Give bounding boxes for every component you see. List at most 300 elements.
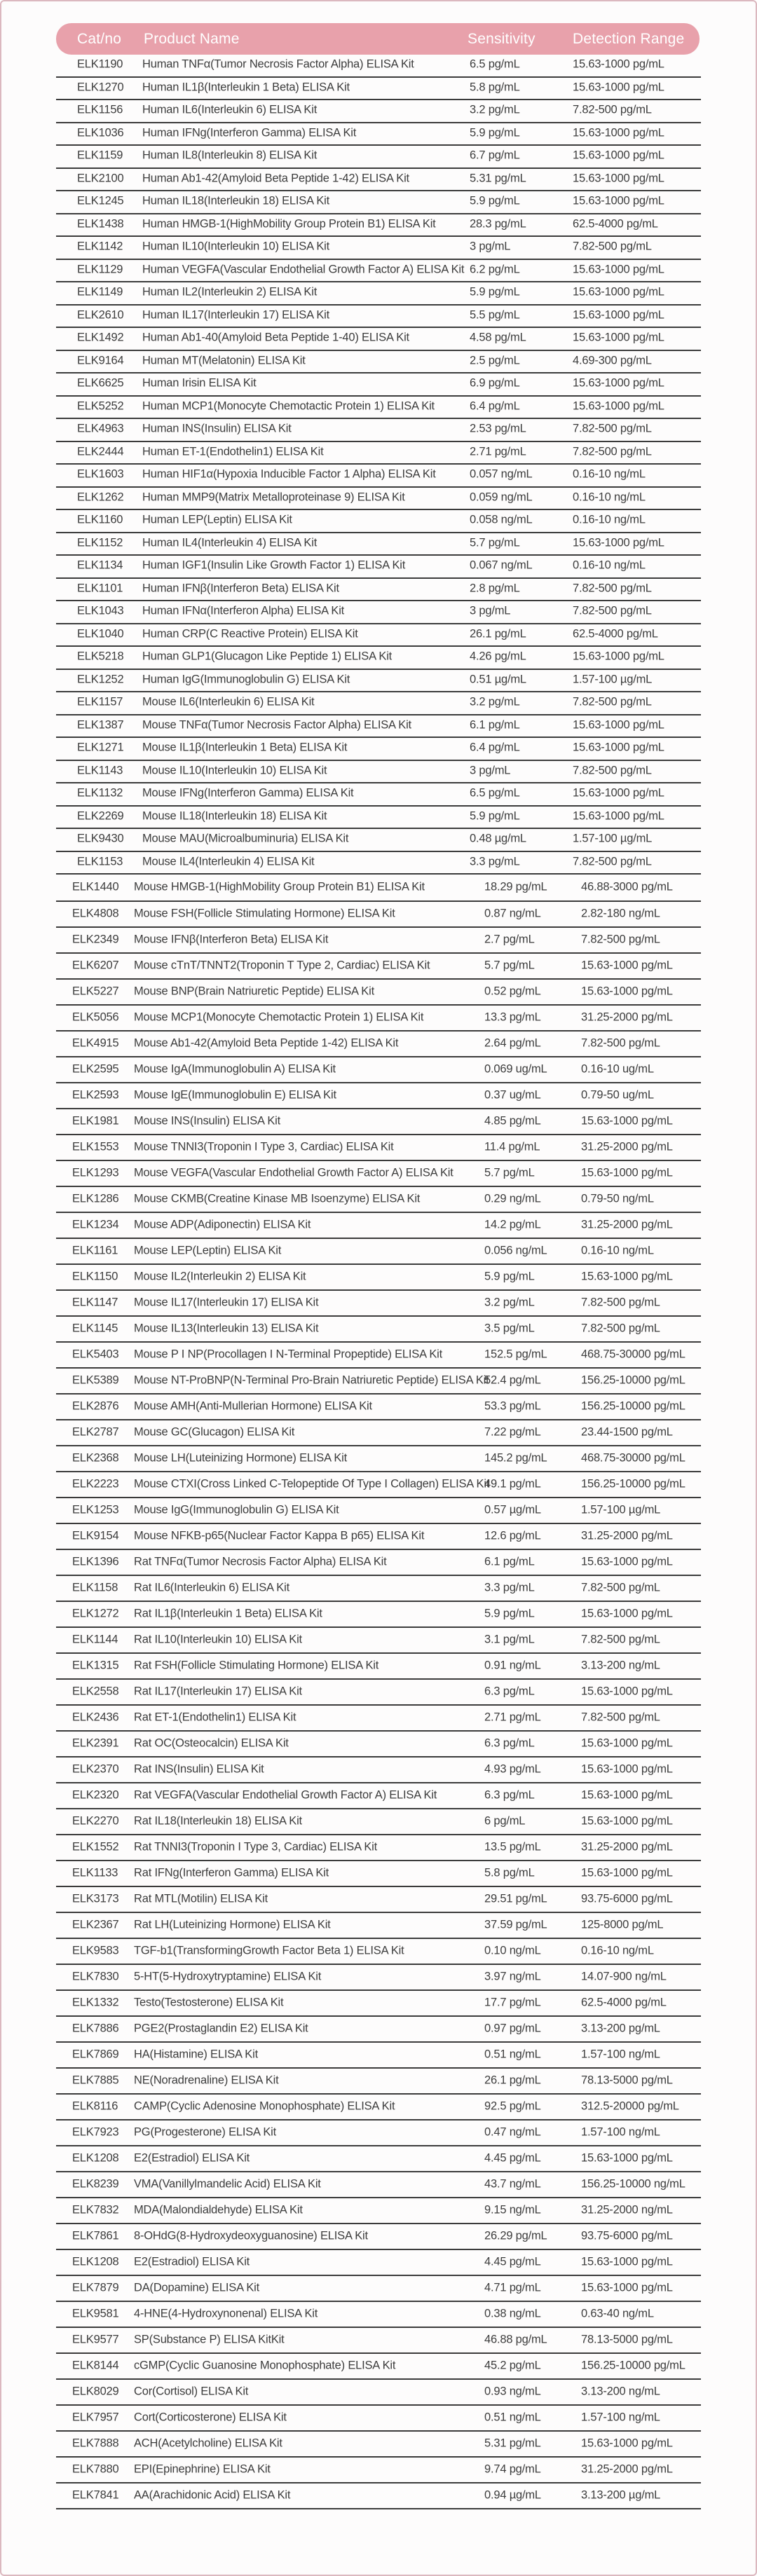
sensitivity-cell: 5.7 pg/mL bbox=[484, 1166, 535, 1179]
detection-range-cell: 15.63-1000 pg/mL bbox=[581, 1685, 673, 1697]
table-row bbox=[56, 1965, 701, 1991]
sensitivity-cell: 53.3 pg/mL bbox=[484, 1399, 541, 1412]
detection-range-cell: 62.5-4000 pg/mL bbox=[573, 217, 658, 231]
sensitivity-cell: 5.7 pg/mL bbox=[470, 536, 520, 549]
product-name-cell: Human IL2(Interleukin 2) ELISA Kit bbox=[142, 285, 318, 299]
detection-range-cell: 7.82-500 pg/mL bbox=[581, 1711, 660, 1723]
product-name-cell: Rat OC(Osteocalcin) ELISA Kit bbox=[134, 1736, 289, 1749]
detection-range-cell: 7.82-500 pg/mL bbox=[581, 1633, 660, 1645]
cat-no-cell: ELK9577 bbox=[72, 2333, 119, 2345]
table-row bbox=[56, 123, 701, 146]
cat-no-cell: ELK2370 bbox=[72, 1762, 119, 1775]
detection-range-cell: 15.63-1000 pg/mL bbox=[573, 809, 664, 823]
column-header-sensitivity: Sensitivity bbox=[468, 30, 536, 47]
cat-no-cell: ELK2558 bbox=[72, 1685, 119, 1697]
cat-no-cell: ELK1438 bbox=[77, 217, 124, 231]
detection-range-cell: 78.13-5000 pg/mL bbox=[581, 2074, 673, 2086]
product-name-cell: Mouse IL6(Interleukin 6) ELISA Kit bbox=[142, 695, 315, 708]
cat-no-cell: ELK2367 bbox=[72, 1918, 119, 1931]
detection-range-cell: 1.57-100 µg/mL bbox=[573, 832, 653, 845]
table-row bbox=[56, 191, 701, 214]
sensitivity-cell: 2.7 pg/mL bbox=[484, 933, 535, 945]
sensitivity-cell: 49.1 pg/mL bbox=[484, 1477, 541, 1490]
sensitivity-cell: 5.9 pg/mL bbox=[484, 1607, 535, 1619]
product-name-cell: Human IFNβ(Interferon Beta) ELISA Kit bbox=[142, 582, 339, 595]
detection-range-cell: 15.63-1000 pg/mL bbox=[573, 285, 664, 299]
table-row bbox=[56, 2095, 701, 2121]
detection-range-cell: 14.07-900 ng/mL bbox=[581, 1970, 667, 1982]
sensitivity-cell: 0.38 ng/mL bbox=[484, 2307, 541, 2320]
product-name-cell: Mouse NT-ProBNP(N-Terminal Pro-Brain Natriuretic Peptide) ELISA Kit bbox=[134, 1373, 489, 1386]
sensitivity-cell: 152.5 pg/mL bbox=[484, 1348, 547, 1360]
table-section-human bbox=[56, 55, 701, 875]
sensitivity-cell: 4.45 pg/mL bbox=[484, 2255, 541, 2268]
cat-no-cell: ELK1043 bbox=[77, 604, 124, 617]
table-row bbox=[56, 738, 701, 761]
detection-range-cell: 31.25-2000 pg/mL bbox=[581, 2462, 673, 2475]
product-name-cell: Human VEGFA(Vascular Endothelial Growth Factor A) ELISA Kit bbox=[142, 263, 465, 276]
sensitivity-cell: 3 pg/mL bbox=[470, 604, 511, 617]
sensitivity-cell: 0.058 ng/mL bbox=[470, 513, 533, 526]
cat-no-cell: ELK1396 bbox=[72, 1555, 119, 1568]
detection-range-cell: 31.25-2000 ng/mL bbox=[581, 2203, 673, 2216]
cat-no-cell: ELK7923 bbox=[72, 2125, 119, 2138]
cat-no-cell: ELK8029 bbox=[72, 2385, 119, 2397]
detection-range-cell: 7.82-500 pg/mL bbox=[573, 604, 652, 617]
cat-no-cell: ELK1132 bbox=[77, 786, 123, 800]
cat-no-cell: ELK2444 bbox=[77, 445, 124, 458]
table-row bbox=[56, 1861, 701, 1887]
product-name-cell: Human IL8(Interleukin 8) ELISA Kit bbox=[142, 149, 318, 162]
cat-no-cell: ELK1270 bbox=[77, 81, 124, 94]
sensitivity-cell: 5.9 pg/mL bbox=[470, 126, 520, 139]
table-row bbox=[56, 306, 701, 329]
detection-range-cell: 93.75-6000 pg/mL bbox=[581, 1892, 673, 1905]
sensitivity-cell: 3.3 pg/mL bbox=[470, 855, 520, 868]
cat-no-cell: ELK4808 bbox=[72, 907, 119, 919]
product-name-cell: PGE2(Prostaglandin E2) ELISA Kit bbox=[134, 2022, 308, 2034]
table-row bbox=[56, 2354, 701, 2380]
detection-range-cell: 23.44-1500 pg/mL bbox=[581, 1425, 673, 1438]
sensitivity-cell: 2.5 pg/mL bbox=[470, 354, 520, 367]
detection-range-cell: 156.25-10000 pg/mL bbox=[581, 1399, 686, 1412]
sensitivity-cell: 0.10 ng/mL bbox=[484, 1944, 541, 1957]
table-row bbox=[56, 715, 701, 739]
product-name-cell: Mouse FSH(Follicle Stimulating Hormone) ELISA Kit bbox=[134, 907, 395, 919]
sensitivity-cell: 28.3 pg/mL bbox=[470, 217, 526, 231]
product-name-cell: Human IGF1(Insulin Like Growth Factor 1) ELISA Kit bbox=[142, 559, 406, 572]
sensitivity-cell: 0.51 ng/mL bbox=[484, 2411, 541, 2423]
product-name-cell: Human IL18(Interleukin 18) ELISA Kit bbox=[142, 194, 330, 207]
table-row bbox=[56, 1187, 701, 1213]
sensitivity-cell: 0.57 µg/mL bbox=[484, 1503, 541, 1516]
table-row bbox=[56, 852, 701, 875]
detection-range-cell: 31.25-2000 pg/mL bbox=[581, 1840, 673, 1853]
detection-range-cell: 62.5-4000 pg/mL bbox=[581, 1996, 667, 2008]
cat-no-cell: ELK1144 bbox=[72, 1633, 118, 1645]
table-row bbox=[56, 980, 701, 1006]
product-name-cell: Mouse P I NP(Procollagen I N-Terminal Propeptide) ELISA Kit bbox=[134, 1348, 443, 1360]
detection-range-cell: 7.82-500 pg/mL bbox=[573, 422, 652, 435]
table-row bbox=[56, 1550, 701, 1576]
table-row bbox=[56, 2483, 701, 2509]
table-row bbox=[56, 2017, 701, 2043]
sensitivity-cell: 5.7 pg/mL bbox=[484, 959, 535, 971]
product-name-cell: cGMP(Cyclic Guanosine Monophosphate) ELISA Kit bbox=[134, 2359, 396, 2371]
sensitivity-cell: 0.29 ng/mL bbox=[484, 1192, 541, 1205]
sensitivity-cell: 4.85 pg/mL bbox=[484, 1114, 541, 1127]
detection-range-cell: 7.82-500 pg/mL bbox=[573, 445, 652, 458]
product-name-cell: Mouse IL1β(Interleukin 1 Beta) ELISA Kit bbox=[142, 741, 348, 754]
detection-range-cell: 15.63-1000 pg/mL bbox=[573, 57, 664, 71]
cat-no-cell: ELK1492 bbox=[77, 331, 124, 344]
sensitivity-cell: 45.2 pg/mL bbox=[484, 2359, 541, 2371]
detection-range-cell: 7.82-500 pg/mL bbox=[573, 103, 652, 116]
sensitivity-cell: 6.4 pg/mL bbox=[470, 741, 520, 754]
sensitivity-cell: 12.6 pg/mL bbox=[484, 1529, 541, 1542]
detection-range-cell: 15.63-1000 pg/mL bbox=[581, 1788, 673, 1801]
product-name-cell: Mouse cTnT/TNNT2(Troponin T Type 2, Cardiac) ELISA Kit bbox=[134, 959, 430, 971]
table-row bbox=[56, 78, 701, 101]
detection-range-cell: 0.79-50 ng/mL bbox=[581, 1192, 654, 1205]
product-name-cell: Mouse HMGB-1(HighMobility Group Protein B1) ELISA Kit bbox=[134, 880, 425, 893]
detection-range-cell: 15.63-1000 pg/mL bbox=[573, 81, 664, 94]
product-name-cell: AA(Arachidonic Acid) ELISA Kit bbox=[134, 2488, 291, 2501]
detection-range-cell: 15.63-1000 pg/mL bbox=[573, 172, 664, 185]
sensitivity-cell: 0.069 ug/mL bbox=[484, 1062, 547, 1075]
product-name-cell: Human INS(Insulin) ELISA Kit bbox=[142, 422, 292, 435]
cat-no-cell: ELK6625 bbox=[77, 376, 124, 390]
detection-range-cell: 0.16-10 ng/mL bbox=[581, 1944, 654, 1957]
sensitivity-cell: 6.3 pg/mL bbox=[484, 1788, 535, 1801]
detection-range-cell: 15.63-1000 pg/mL bbox=[573, 786, 664, 800]
product-name-cell: Human CRP(C Reactive Protein) ELISA Kit bbox=[142, 627, 358, 640]
table-row bbox=[56, 442, 701, 465]
detection-range-cell: 7.82-500 pg/mL bbox=[581, 1322, 660, 1334]
detection-range-cell: 15.63-1000 pg/mL bbox=[573, 126, 664, 139]
table-row bbox=[56, 2458, 701, 2483]
table-row bbox=[56, 1809, 701, 1835]
sensitivity-cell: 0.067 ng/mL bbox=[470, 559, 533, 572]
detection-range-cell: 93.75-6000 pg/mL bbox=[581, 2229, 673, 2242]
product-name-cell: Mouse TNFα(Tumor Necrosis Factor Alpha) ELISA Kit bbox=[142, 718, 411, 732]
product-name-cell: Rat ET-1(Endothelin1) ELISA Kit bbox=[134, 1711, 296, 1723]
table-row bbox=[56, 1602, 701, 1628]
detection-range-cell: 0.16-10 ug/mL bbox=[581, 1062, 654, 1075]
product-name-cell: NE(Noradrenaline) ELISA Kit bbox=[134, 2074, 279, 2086]
product-name-cell: Human IgG(Immunoglobulin G) ELISA Kit bbox=[142, 673, 350, 686]
sensitivity-cell: 3.97 ng/mL bbox=[484, 1970, 541, 1982]
table-row bbox=[56, 1991, 701, 2017]
detection-range-cell: 156.25-10000 pg/mL bbox=[581, 1373, 686, 1386]
table-row bbox=[56, 2302, 701, 2328]
cat-no-cell: ELK9581 bbox=[72, 2307, 119, 2320]
table-row bbox=[56, 875, 701, 902]
table-row bbox=[56, 1576, 701, 1602]
cat-no-cell: ELK5252 bbox=[77, 399, 124, 413]
table-row bbox=[56, 1654, 701, 1680]
detection-range-cell: 31.25-2000 pg/mL bbox=[581, 1140, 673, 1153]
detection-range-cell: 15.63-1000 pg/mL bbox=[581, 985, 673, 997]
cat-no-cell: ELK7869 bbox=[72, 2048, 119, 2060]
cat-no-cell: ELK1190 bbox=[77, 57, 123, 71]
product-name-cell: E2(Estradiol) ELISA Kit bbox=[134, 2151, 250, 2164]
detection-range-cell: 15.63-1000 pg/mL bbox=[573, 718, 664, 732]
table-row bbox=[56, 624, 701, 648]
product-name-cell: Human IL4(Interleukin 4) ELISA Kit bbox=[142, 536, 318, 549]
sensitivity-cell: 43.7 ng/mL bbox=[484, 2177, 541, 2190]
product-name-cell: E2(Estradiol) ELISA Kit bbox=[134, 2255, 250, 2268]
table-row bbox=[56, 510, 701, 533]
table-row bbox=[56, 1057, 701, 1083]
product-name-cell: Rat IL17(Interleukin 17) ELISA Kit bbox=[134, 1685, 302, 1697]
detection-range-cell: 62.5-4000 pg/mL bbox=[573, 627, 658, 640]
table-row bbox=[56, 146, 701, 169]
table-row bbox=[56, 1420, 701, 1446]
sensitivity-cell: 26.1 pg/mL bbox=[470, 627, 526, 640]
column-header-product-name: Product Name bbox=[144, 30, 240, 47]
cat-no-cell: ELK2391 bbox=[72, 1736, 119, 1749]
product-name-cell: 5-HT(5-Hydroxytryptamine) ELISA Kit bbox=[134, 1970, 322, 1982]
sensitivity-cell: 6.7 pg/mL bbox=[470, 149, 520, 162]
cat-no-cell: ELK2270 bbox=[72, 1814, 119, 1827]
product-name-cell: Mouse IFNβ(Interferon Beta) ELISA Kit bbox=[134, 933, 329, 945]
detection-range-cell: 15.63-1000 pg/mL bbox=[581, 2437, 673, 2449]
table-row bbox=[56, 1291, 701, 1317]
detection-range-cell: 1.57-100 µg/mL bbox=[573, 673, 653, 686]
product-name-cell: Mouse IL4(Interleukin 4) ELISA Kit bbox=[142, 855, 315, 868]
product-name-cell: Human IL1β(Interleukin 1 Beta) ELISA Kit bbox=[142, 81, 350, 94]
sensitivity-cell: 145.2 pg/mL bbox=[484, 1451, 547, 1464]
product-name-cell: Human MCP1(Monocyte Chemotactic Protein 1) ELISA Kit bbox=[142, 399, 435, 413]
sensitivity-cell: 92.5 pg/mL bbox=[484, 2099, 541, 2112]
detection-range-cell: 31.25-2000 pg/mL bbox=[581, 1010, 673, 1023]
table-row bbox=[56, 2276, 701, 2302]
detection-range-cell: 15.63-1000 pg/mL bbox=[573, 331, 664, 344]
table-row bbox=[56, 1706, 701, 1732]
cat-no-cell: ELK1440 bbox=[72, 880, 119, 893]
product-name-cell: Human IL17(Interleukin 17) ELISA Kit bbox=[142, 308, 330, 322]
detection-range-cell: 0.63-40 ng/mL bbox=[581, 2307, 654, 2320]
product-name-cell: Mouse CTXI(Cross Linked C-Telopeptide Of Type I Collagen) ELISA Kit bbox=[134, 1477, 490, 1490]
cat-no-cell: ELK1153 bbox=[77, 855, 123, 868]
cat-no-cell: ELK1040 bbox=[77, 627, 124, 640]
column-header-detection-range: Detection Range bbox=[573, 30, 685, 47]
table-row bbox=[56, 1213, 701, 1239]
product-name-cell: Mouse IL17(Interleukin 17) ELISA Kit bbox=[134, 1296, 319, 1308]
table-row bbox=[56, 1680, 701, 1706]
table-row bbox=[56, 1939, 701, 1965]
detection-range-cell: 4.69-300 pg/mL bbox=[573, 354, 652, 367]
sensitivity-cell: 2.8 pg/mL bbox=[470, 582, 520, 595]
sensitivity-cell: 0.97 pg/mL bbox=[484, 2022, 541, 2034]
product-name-cell: Human IFNα(Interferon Alpha) ELISA Kit bbox=[142, 604, 345, 617]
table-row bbox=[56, 1783, 701, 1809]
table-row bbox=[56, 954, 701, 980]
product-name-cell: 8-OHdG(8-Hydroxydeoxyguanosine) ELISA Kit bbox=[134, 2229, 368, 2242]
detection-range-cell: 3.13-200 µg/mL bbox=[581, 2488, 661, 2501]
cat-no-cell: ELK1149 bbox=[77, 285, 123, 299]
detection-range-cell: 15.63-1000 pg/mL bbox=[573, 536, 664, 549]
detection-range-cell: 15.63-1000 pg/mL bbox=[573, 376, 664, 390]
product-name-cell: Rat FSH(Follicle Stimulating Hormone) ELISA Kit bbox=[134, 1659, 379, 1671]
table-row bbox=[56, 579, 701, 602]
product-name-cell: Mouse AMH(Anti-Mullerian Hormone) ELISA Kit bbox=[134, 1399, 372, 1412]
cat-no-cell: ELK5056 bbox=[72, 1010, 119, 1023]
product-name-cell: Human ET-1(Endothelin1) ELISA Kit bbox=[142, 445, 324, 458]
cat-no-cell: ELK2787 bbox=[72, 1425, 119, 1438]
detection-range-cell: 2.82-180 ng/mL bbox=[581, 907, 660, 919]
product-name-cell: Mouse IgG(Immunoglobulin G) ELISA Kit bbox=[134, 1503, 339, 1516]
cat-no-cell: ELK2100 bbox=[77, 172, 124, 185]
sensitivity-cell: 18.29 pg/mL bbox=[484, 880, 547, 893]
cat-no-cell: ELK1134 bbox=[77, 559, 123, 572]
sensitivity-cell: 4.26 pg/mL bbox=[470, 650, 526, 663]
sensitivity-cell: 3.5 pg/mL bbox=[484, 1322, 535, 1334]
table-row bbox=[56, 351, 701, 374]
cat-no-cell: ELK9164 bbox=[77, 354, 124, 367]
sensitivity-cell: 0.93 ng/mL bbox=[484, 2385, 541, 2397]
product-name-cell: Rat TNFα(Tumor Necrosis Factor Alpha) ELISA Kit bbox=[134, 1555, 387, 1568]
detection-range-cell: 15.63-1000 pg/mL bbox=[581, 1114, 673, 1127]
detection-range-cell: 15.63-1000 pg/mL bbox=[581, 2151, 673, 2164]
table-row bbox=[56, 260, 701, 283]
sensitivity-cell: 5.9 pg/mL bbox=[470, 194, 520, 207]
cat-no-cell: ELK1262 bbox=[77, 491, 124, 504]
product-name-cell: Mouse Ab1-42(Amyloid Beta Peptide 1-42) ELISA Kit bbox=[134, 1036, 399, 1049]
product-name-cell: Human IL6(Interleukin 6) ELISA Kit bbox=[142, 103, 318, 116]
product-name-cell: Human Irisin ELISA Kit bbox=[142, 376, 257, 390]
table-row bbox=[56, 1135, 701, 1161]
table-row bbox=[56, 1758, 701, 1783]
cat-no-cell: ELK1271 bbox=[77, 741, 124, 754]
column-header-cat-no: Cat/no bbox=[77, 30, 122, 47]
product-name-cell: Human IFNg(Interferon Gamma) ELISA Kit bbox=[142, 126, 357, 139]
product-name-cell: Mouse IgA(Immunoglobulin A) ELISA Kit bbox=[134, 1062, 336, 1075]
product-name-cell: Human Ab1-40(Amyloid Beta Peptide 1-40) ELISA Kit bbox=[142, 331, 409, 344]
cat-no-cell: ELK2223 bbox=[72, 1477, 119, 1490]
cat-no-cell: ELK1553 bbox=[72, 1140, 119, 1153]
sensitivity-cell: 0.056 ng/mL bbox=[484, 1244, 547, 1256]
cat-no-cell: ELK7841 bbox=[72, 2488, 119, 2501]
detection-range-cell: 15.63-1000 pg/mL bbox=[581, 1762, 673, 1775]
product-name-cell: Mouse IL10(Interleukin 10) ELISA Kit bbox=[142, 764, 327, 777]
sensitivity-cell: 5.9 pg/mL bbox=[470, 285, 520, 299]
detection-range-cell: 15.63-1000 pg/mL bbox=[581, 1555, 673, 1568]
sensitivity-cell: 4.93 pg/mL bbox=[484, 1762, 541, 1775]
detection-range-cell: 7.82-500 pg/mL bbox=[573, 240, 652, 253]
detection-range-cell: 15.63-1000 pg/mL bbox=[573, 650, 664, 663]
sensitivity-cell: 6.5 pg/mL bbox=[470, 57, 520, 71]
product-name-cell: VMA(Vanillylmandelic Acid) ELISA Kit bbox=[134, 2177, 321, 2190]
sensitivity-cell: 9.15 ng/mL bbox=[484, 2203, 541, 2216]
sensitivity-cell: 0.37 ug/mL bbox=[484, 1088, 541, 1101]
cat-no-cell: ELK1143 bbox=[77, 764, 123, 777]
table-row bbox=[56, 282, 701, 306]
table-row bbox=[56, 2224, 701, 2250]
detection-range-cell: 7.82-500 pg/mL bbox=[573, 695, 652, 708]
detection-range-cell: 468.75-30000 pg/mL bbox=[581, 1451, 686, 1464]
sensitivity-cell: 13.3 pg/mL bbox=[484, 1010, 541, 1023]
product-name-cell: Mouse ADP(Adiponectin) ELISA Kit bbox=[134, 1218, 311, 1231]
table-row bbox=[56, 2406, 701, 2432]
product-name-cell: Testo(Testosterone) ELISA Kit bbox=[134, 1996, 284, 2008]
table-row bbox=[56, 1239, 701, 1265]
product-name-cell: Rat IFNg(Interferon Gamma) ELISA Kit bbox=[134, 1866, 329, 1879]
detection-range-cell: 15.63-1000 pg/mL bbox=[573, 741, 664, 754]
cat-no-cell: ELK5403 bbox=[72, 1348, 119, 1360]
sensitivity-cell: 5.8 pg/mL bbox=[470, 81, 520, 94]
cat-no-cell: ELK1603 bbox=[77, 467, 124, 481]
cat-no-cell: ELK1252 bbox=[77, 673, 124, 686]
sensitivity-cell: 2.71 pg/mL bbox=[470, 445, 526, 458]
cat-no-cell: ELK2320 bbox=[72, 1788, 119, 1801]
sensitivity-cell: 0.47 ng/mL bbox=[484, 2125, 541, 2138]
product-name-cell: Human HIF1α(Hypoxia Inducible Factor 1 Alpha) ELISA Kit bbox=[142, 467, 436, 481]
table-row bbox=[56, 1732, 701, 1758]
cat-no-cell: ELK1387 bbox=[77, 718, 124, 732]
cat-no-cell: ELK8116 bbox=[72, 2099, 118, 2112]
table-row bbox=[56, 1109, 701, 1135]
detection-range-cell: 15.63-1000 pg/mL bbox=[581, 1166, 673, 1179]
product-name-cell: PG(Progesterone) ELISA Kit bbox=[134, 2125, 276, 2138]
sensitivity-cell: 0.057 ng/mL bbox=[470, 467, 533, 481]
product-name-cell: Human TNFα(Tumor Necrosis Factor Alpha) ELISA Kit bbox=[142, 57, 414, 71]
product-name-cell: Rat IL18(Interleukin 18) ELISA Kit bbox=[134, 1814, 302, 1827]
cat-no-cell: ELK5227 bbox=[72, 985, 119, 997]
sensitivity-cell: 6.5 pg/mL bbox=[470, 786, 520, 800]
product-name-cell: DA(Dopamine) ELISA Kit bbox=[134, 2281, 260, 2294]
table-row bbox=[56, 2043, 701, 2069]
table-row bbox=[56, 1498, 701, 1524]
product-name-cell: Mouse IgE(Immunoglobulin E) ELISA Kit bbox=[134, 1088, 336, 1101]
cat-no-cell: ELK7957 bbox=[72, 2411, 119, 2423]
product-name-cell: HA(Histamine) ELISA Kit bbox=[134, 2048, 258, 2060]
detection-range-cell: 3.13-200 ng/mL bbox=[581, 1659, 660, 1671]
detection-range-cell: 15.63-1000 pg/mL bbox=[573, 263, 664, 276]
detection-range-cell: 15.63-1000 pg/mL bbox=[573, 308, 664, 322]
cat-no-cell: ELK1157 bbox=[77, 695, 123, 708]
cat-no-cell: ELK7880 bbox=[72, 2462, 119, 2475]
cat-no-cell: ELK9583 bbox=[72, 1944, 119, 1957]
product-name-cell: Mouse TNNI3(Troponin I Type 3, Cardiac) ELISA Kit bbox=[134, 1140, 394, 1153]
detection-range-cell: 31.25-2000 pg/mL bbox=[581, 1529, 673, 1542]
sensitivity-cell: 2.53 pg/mL bbox=[470, 422, 526, 435]
sensitivity-cell: 4.45 pg/mL bbox=[484, 2151, 541, 2164]
sensitivity-cell: 4.58 pg/mL bbox=[470, 331, 526, 344]
cat-no-cell: ELK7879 bbox=[72, 2281, 119, 2294]
table-row bbox=[56, 237, 701, 260]
product-name-cell: Human IL10(Interleukin 10) ELISA Kit bbox=[142, 240, 330, 253]
product-name-cell: Mouse IL18(Interleukin 18) ELISA Kit bbox=[142, 809, 327, 823]
sensitivity-cell: 3.2 pg/mL bbox=[484, 1296, 535, 1308]
detection-range-cell: 0.16-10 ng/mL bbox=[581, 1244, 654, 1256]
sensitivity-cell: 6.1 pg/mL bbox=[470, 718, 520, 732]
cat-no-cell: ELK1315 bbox=[72, 1659, 119, 1671]
cat-no-cell: ELK7861 bbox=[72, 2229, 119, 2242]
product-name-cell: Mouse NFKB-p65(Nuclear Factor Kappa B p65) ELISA Kit bbox=[134, 1529, 425, 1542]
detection-range-cell: 7.82-500 pg/mL bbox=[581, 1581, 660, 1594]
table-header-bar bbox=[56, 23, 700, 55]
table-row bbox=[56, 761, 701, 784]
product-name-cell: Mouse IFNg(Interferon Gamma) ELISA Kit bbox=[142, 786, 354, 800]
cat-no-cell: ELK1245 bbox=[77, 194, 124, 207]
detection-range-cell: 3.13-200 ng/mL bbox=[581, 2385, 660, 2397]
cat-no-cell: ELK2349 bbox=[72, 933, 119, 945]
cat-no-cell: ELK1156 bbox=[77, 103, 123, 116]
product-name-cell: Mouse MAU(Microalbuminuria) ELISA Kit bbox=[142, 832, 349, 845]
detection-range-cell: 15.63-1000 pg/mL bbox=[581, 959, 673, 971]
